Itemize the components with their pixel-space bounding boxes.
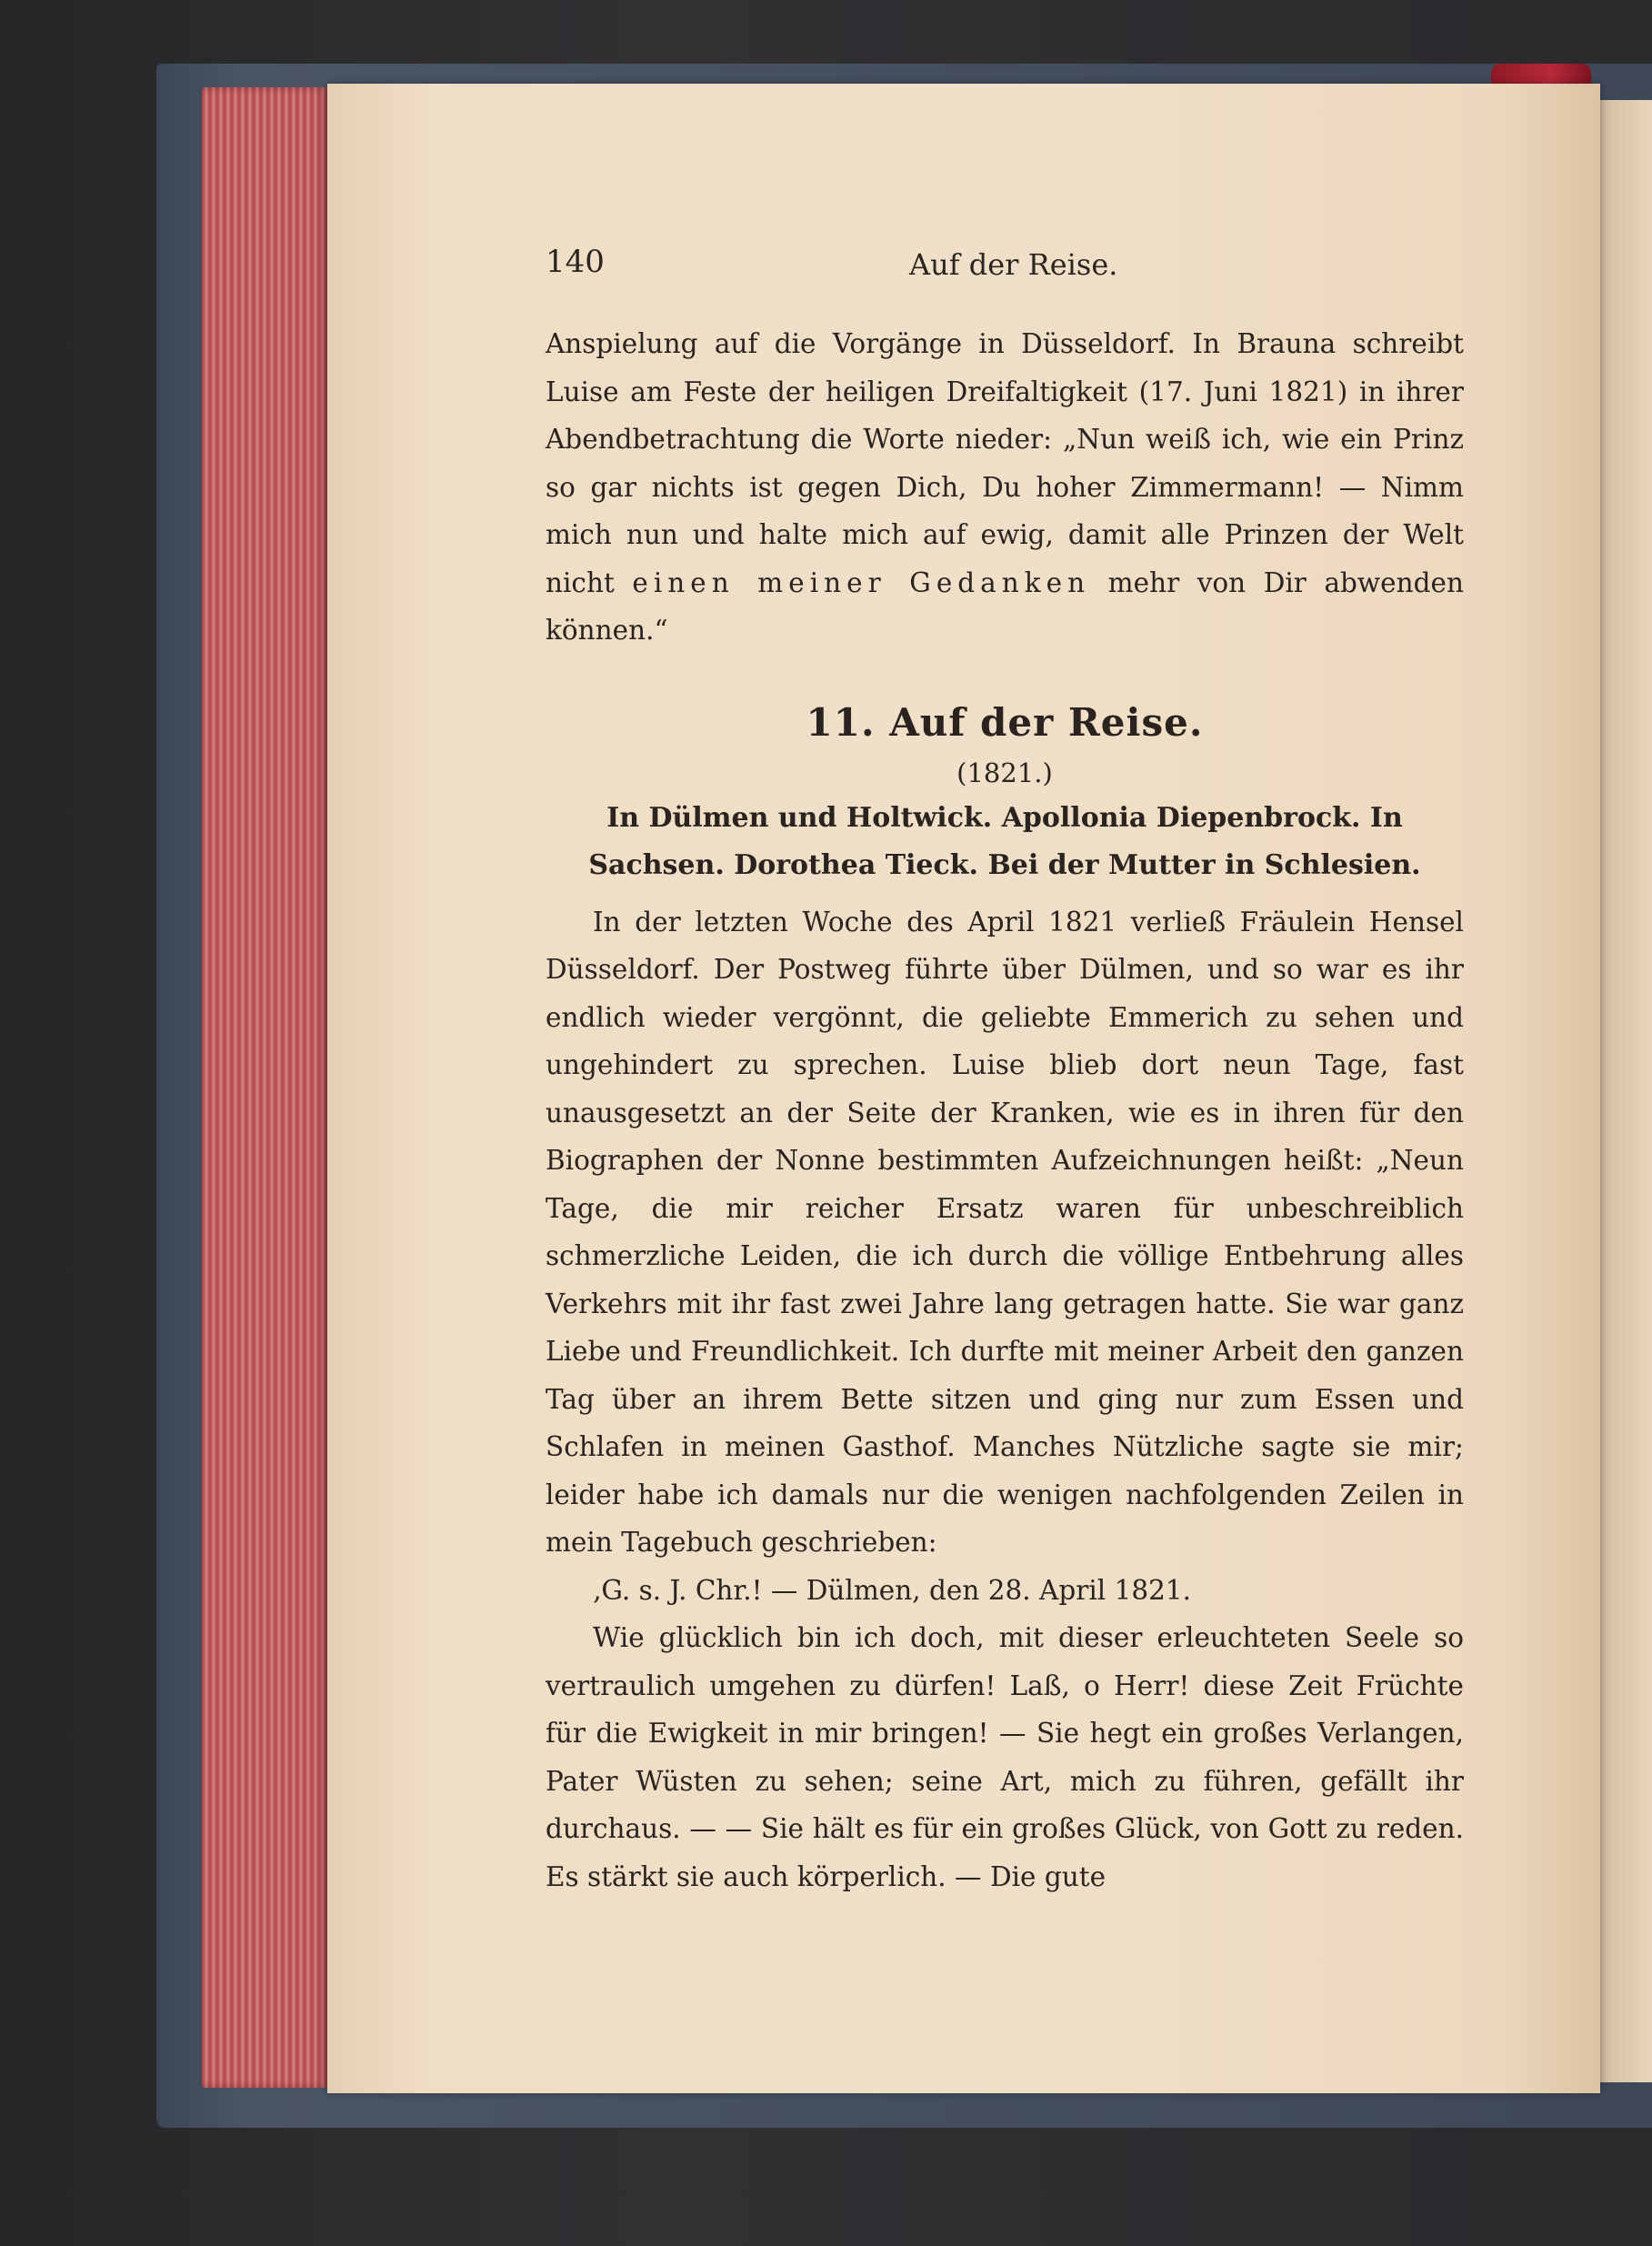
paragraph: In der letzten Woche des April 1821 verließ Fräulein Hensel Düsseldorf. Der Postweg führte über Dülmen, und so war es ihr endlich wieder vergönnt, die geliebte Emmerich zu sehen und ungehindert zu sprechen. Luise blieb dort neun Tage, fast unausgesetzt an der Seite der Kranken, wie es in ihren für den Biographen der Nonne bestimmten Aufzeichnungen heißt: „Neun Tage, die mir reicher Ersatz waren für unbeschreiblich schmerzliche Leiden, die ich durch die völlige Entbehrung alles Verkehrs mit ihr fast zwei Jahre lang getragen hatte. Sie war ganz Liebe und Freundlichkeit. Ich durfte mit meiner Arbeit den ganzen Tag über an ihrem Bette sitzen und ging nur zum Essen und Schlafen in meinen Gasthof. Manches Nützliche sagte sie mir; leider habe ich damals nur die wenigen nachfolgenden Zeilen in mein Tagebuch geschrieben:	[546, 906, 1464, 1558]
page-header	[546, 244, 1509, 289]
opening-text-a: Anspielung auf die Vorgänge in Düsseldorf. In Brauna schreibt Luise am Feste der heiligen Dreifaltigkeit (17. Juni 1821) in ihrer Abendbetrachtung die Worte nieder: „Nun weiß ich, wie ein Prinz so gar nichts ist gegen Dich, Du hoher Zimmermann! — Nimm mich nun und halte mich auf ewig, damit alle Prinzen der Welt nicht	[546, 328, 1464, 598]
running-title: Auf der Reise.	[909, 247, 1118, 282]
opening-paragraph	[546, 320, 1464, 655]
diary-date-line: ‚G. s. J. Chr.! — Dülmen, den 28. April 1821.	[593, 1574, 1192, 1606]
chapter-year: (1821.)	[956, 757, 1053, 788]
page-edges	[202, 87, 329, 2088]
paragraph: Wie glücklich bin ich doch, mit dieser erleuchteten Seele so vertraulich umgehen zu dürfen! Laß, o Herr! diese Zeit Früchte für die Ewigkeit in mir bringen! — Sie hegt ein großes Verlangen, Pater Wüsten zu sehen; seine Art, mich zu führen, gefällt ihr durchaus. — — Sie hält es für ein großes Glück, von Gott zu reden. Es stärkt sie auch körperlich. — Die gute	[546, 1622, 1464, 1892]
chapter-title: 11. Auf der Reise.	[806, 699, 1204, 745]
text-block	[546, 320, 1464, 1900]
spaced-emphasis: einen meiner Gedanken	[632, 567, 1091, 598]
page-number: 140	[546, 244, 605, 280]
chapter-summary: In Dülmen und Holtwick. Apollonia Diepenbrock. In Sachsen. Dorothea Tieck. Bei der Mutter in Schlesien.	[588, 801, 1421, 881]
chapter-heading	[546, 695, 1464, 889]
opening-text-b: mehr von Dir abwenden können.“	[546, 567, 1464, 646]
